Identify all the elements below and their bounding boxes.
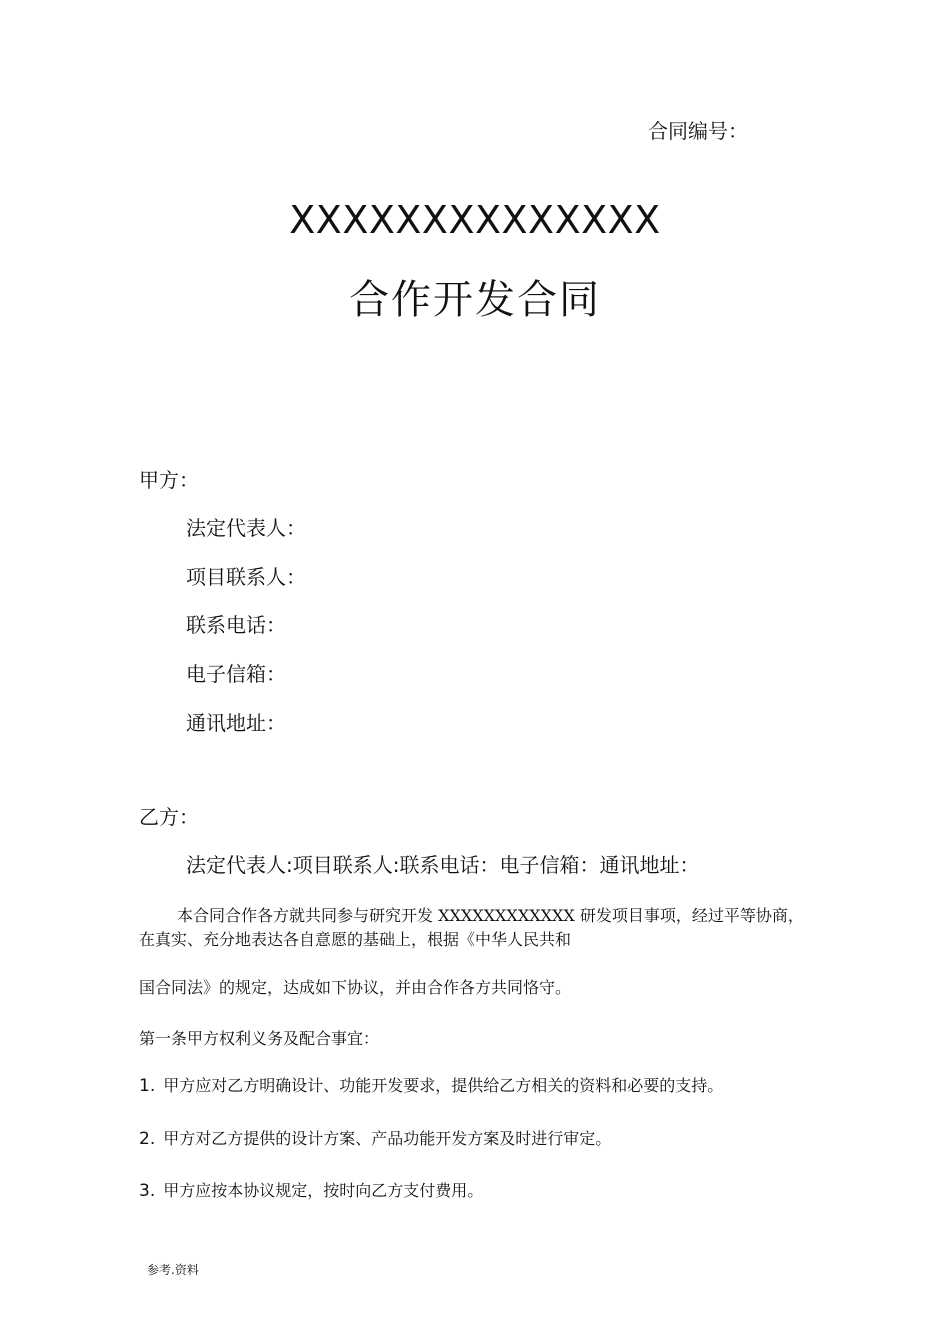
list-item-text: 甲方应按本协议规定，按时向乙方支付费用。: [163, 1181, 484, 1200]
list-item: [139, 1073, 723, 1096]
party-a-project-contact: 项目联系人：: [186, 565, 306, 589]
list-item-number: 3.: [139, 1181, 156, 1201]
party-a-address: 通讯地址：: [186, 711, 286, 735]
party-a-label: 甲方：: [139, 468, 199, 492]
party-b-label: 乙方：: [139, 805, 199, 829]
footer-note: 参考.资料: [147, 1263, 199, 1277]
contract-title: 合作开发合同: [349, 277, 601, 323]
list-item-text: 甲方对乙方提供的设计方案、产品功能开发方案及时进行审定。: [163, 1129, 612, 1148]
contract-number-label: 合同编号：: [648, 119, 748, 143]
list-item: [139, 1126, 611, 1149]
party-a-phone: 联系电话：: [186, 613, 286, 637]
list-item-number: 2.: [139, 1129, 156, 1149]
list-item-number: 1.: [139, 1076, 156, 1096]
party-a-legal-representative: 法定代表人：: [186, 516, 306, 540]
article-1-heading: 第一条甲方权利义务及配合事宜：: [139, 1029, 380, 1048]
party-b-fields: 法定代表人:项目联系人:联系电话：电子信箱：通讯地址：: [186, 853, 700, 877]
list-item-text: 甲方应对乙方明确设计、功能开发要求，提供给乙方相关的资料和必要的支持。: [163, 1076, 724, 1095]
party-a-email: 电子信箱：: [186, 662, 286, 686]
list-item: [139, 1178, 483, 1201]
contract-title-project: XXXXXXXXXXXXXX: [289, 198, 661, 242]
intro-paragraph-continued: 国合同法》的规定，达成如下协议，并由合作各方共同恪守。: [139, 978, 572, 997]
intro-paragraph: 本合同合作各方就共同参与研究开发 XXXXXXXXXXXX 研发项目事项，经过平等协商，在真实、充分地表达各自意愿的基础上，根据《中华人民共和: [139, 906, 804, 949]
